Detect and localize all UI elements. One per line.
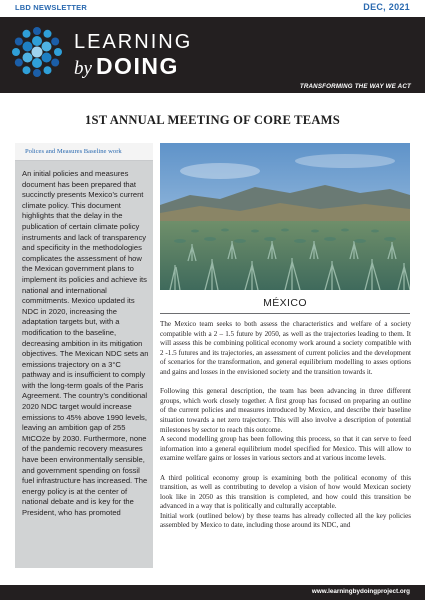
paragraph-4: A third political economy group is examining both the political economy of this transition, as well as contributing to develop a vision of how would Mexican society look like in 2050 as this transition is completed, and how could this transition be advanced in a way that is politically and culturally acceptable. [160, 473, 411, 511]
sidebar-body-text: An initial policies and measures document has been prepared that succinctly presents Mexico’s current climate policy. This document highlights that the delay in the publication of certain climate policy instruments and lack of transparency and specificity in the methodologies complicates the assessment of how the Mexican government plans to implement its policies and achieve its national and international commitments. Mexico updated its NDC in 2020, increasing the adaptation targets but, with a modification to the baseline, decreasing ambition in its mitigation objectives. The Mexican NDC sets an emissions trajectory on a 3°C pathway and is insufficient to comply with the long-term goals of the Paris Agreement. The country’s conditional 2020 NDC target would increase emissions to 45% above 1990 levels, leaving an ambition gap of 255 MtCO2e by 2030. Furthermore, none of the pandemic recovery measures have been environmentally sensible, and government spending on fossil fuel infrastructure has increased. The energy policy is at the center of national debate and is key for the President, who has promoted [22, 169, 149, 517]
page-title: 1ST ANNUAL MEETING OF CORE TEAMS [85, 113, 340, 127]
brand-doing: DOING [95, 53, 179, 79]
paragraph-2: Following this general description, the team has been advancing in three different groups, which work closely together. A first group has focused on preparing an outline of the current policies and measures introduced by Mexico, and describe their baseline situation towards a net zero trajectory. This will also involve a description of potential milestones by sector to reach this outcome. [160, 387, 411, 434]
footer-bar [0, 585, 425, 600]
paragraph-1: The Mexico team seeks to both assess the characteristics and welfare of a society compatible with a 2 – 1.5 future by 2050, as well as the trajectories leading to them. It will assess this be combining political economy work around a society compatible with 2 -1.5 futures and its trajectories, an assessment of current policies and the development of scenarios for the transformation, and general equilibrium modelling to asses options and gains and losses in the envisioned society and the transition towards it. [160, 320, 411, 376]
issue-date: DEC, 2021 [363, 2, 410, 12]
top-bar [0, 0, 425, 17]
logo-icon [10, 25, 64, 79]
paragraph-5: Initial work (outlined below) by these teams has already collected all the key policies assembled by Mexico to date, including those around its NDC, and [160, 511, 411, 530]
paragraph-3: A second modelling group has been following this process, so that it can serve to feed information into a general equilibrium model specified for Mexico. This will allow to examine welfare gains or losses in various sectors and at various income levels. [160, 435, 411, 463]
sidebar-heading: Polices and Measures Baseline work [25, 148, 122, 155]
agave-field-photo [160, 143, 410, 290]
newsletter-label: LBD NEWSLETTER [15, 3, 87, 12]
tagline: TRANSFORMING THE WAY WE ACT [299, 83, 411, 90]
brand-by-doing [74, 53, 179, 79]
section-heading: MÉXICO [263, 297, 307, 309]
footer-url[interactable]: www.learningbydoingproject.org [311, 588, 410, 595]
sidebar-box [15, 143, 153, 568]
brand-by: by [74, 58, 92, 79]
masthead [0, 17, 425, 93]
brand-learning: LEARNING [74, 31, 193, 53]
section-divider [160, 313, 410, 314]
sidebar-header [15, 143, 153, 161]
section-body [160, 320, 411, 531]
